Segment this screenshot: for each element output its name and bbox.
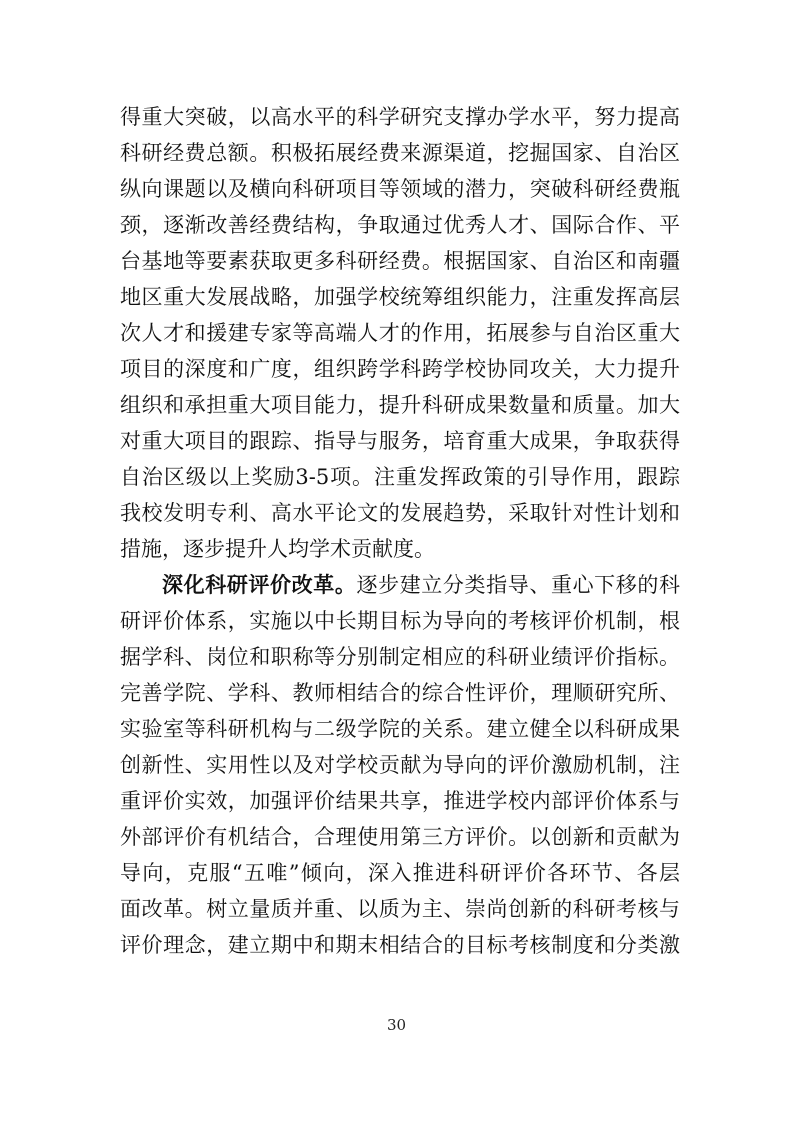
paragraph-line: 次人才和援建专家等高端人才的作用，拓展参与自治区重大	[120, 321, 680, 345]
paragraph-last-line: 措施，逐步提升人均学术贡献度。	[120, 537, 435, 561]
paragraph-line: 台基地等要素获取更多科研经费。根据国家、自治区和南疆	[120, 249, 680, 273]
paragraph-line: 颈，逐渐改善经费结构，争取通过优秀人才、国际合作、平	[120, 213, 680, 237]
page-number: 30	[386, 1016, 407, 1034]
paragraph-first-line-text: 逐步建立分类指导、重心下移的科	[356, 573, 681, 597]
paragraph-line: 面改革。树立量质并重、以质为主、崇尚创新的科研考核与	[120, 897, 680, 921]
paragraph-line: 我校发明专利、高水平论文的发展趋势，采取针对性计划和	[120, 501, 680, 525]
paragraph-first-line	[162, 572, 680, 599]
paragraph-line: 科研经费总额。积极拓展经费来源渠道，挖掘国家、自治区	[120, 141, 680, 165]
paragraph-line: 重评价实效，加强评价结果共享，推进学校内部评价体系与	[120, 789, 680, 813]
paragraph-line: 纵向课题以及横向科研项目等领域的潜力，突破科研经费瓶	[120, 177, 680, 201]
paragraph-line: 研评价体系，实施以中长期目标为导向的考核评价机制，根	[120, 609, 680, 633]
paragraph-line: 创新性、实用性以及对学校贡献为导向的评价激励机制，注	[120, 753, 680, 777]
paragraph-line: 据学科、岗位和职称等分别制定相应的科研业绩评价指标。	[120, 645, 680, 669]
paragraph-line: 组织和承担重大项目能力，提升科研成果数量和质量。加大	[120, 393, 680, 417]
paragraph-line: 项目的深度和广度，组织跨学科跨学校协同攻关，大力提升	[120, 357, 680, 381]
paragraph-line: 导向，克服“五唯”倾向，深入推进科研评价各环节、各层	[120, 861, 680, 885]
paragraph-line: 评价理念，建立期中和期末相结合的目标考核制度和分类激	[120, 933, 680, 957]
paragraph-line: 自治区级以上奖励3-5项。注重发挥政策的引导作用，跟踪	[120, 465, 680, 489]
paragraph-line: 地区重大发展战略，加强学校统筹组织能力，注重发挥高层	[120, 285, 680, 309]
paragraph-line: 实验室等科研机构与二级学院的关系。建立健全以科研成果	[120, 717, 680, 741]
paragraph-line: 完善学院、学科、教师相结合的综合性评价，理顺研究所、	[120, 681, 680, 705]
paragraph-line: 外部评价有机结合，合理使用第三方评价。以创新和贡献为	[120, 825, 680, 849]
paragraph-line: 对重大项目的跟踪、指导与服务，培育重大成果，争取获得	[120, 429, 680, 453]
paragraph-heading: 深化科研评价改革。	[162, 573, 357, 597]
paragraph-line: 得重大突破，以高水平的科学研究支撑办学水平，努力提高	[120, 105, 680, 129]
